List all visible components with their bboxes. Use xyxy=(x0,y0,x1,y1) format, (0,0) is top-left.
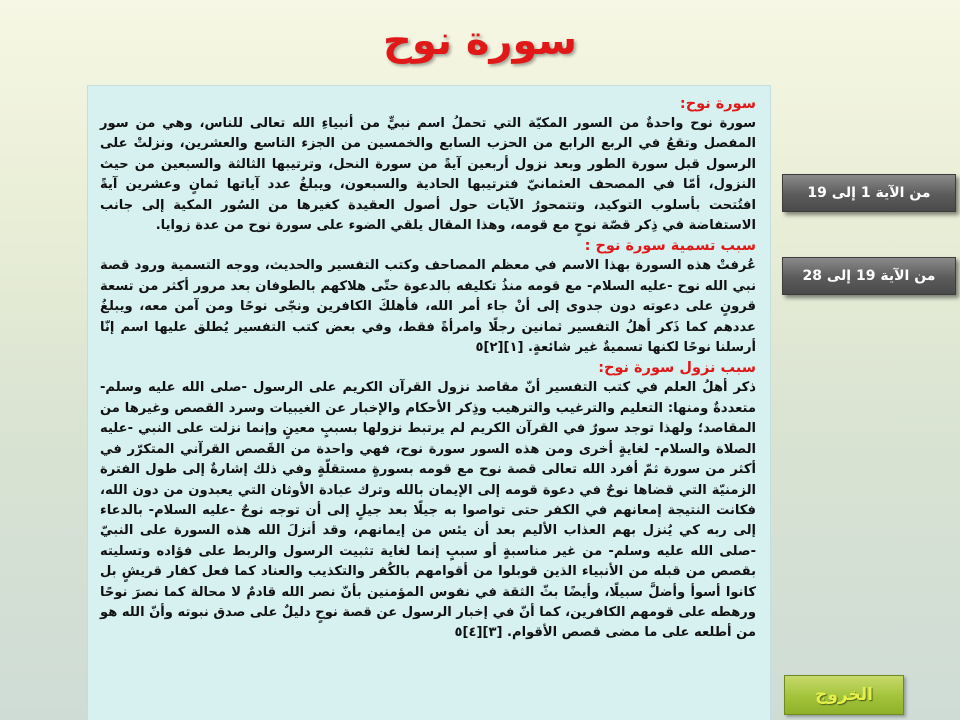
article-panel xyxy=(88,86,770,720)
section-heading-surah-nuh: سورة نوح: xyxy=(679,96,756,112)
section-heading-revelation: سبب نزول سورة نوح: xyxy=(598,360,756,377)
section-body-surah-nuh: سورة نوح واحدةٌ من السور المكيّة التي تحملُ اسم نبيٍّ من أنبياءِ الله تعالى للناس، وهي من سور المفصل وتقعُ في الربع الرابع من الحزب السابع والخمسين من الجزء التاسع والعشرين، ونزلتْ على الرسول قبل سورة الطور وبعد نزول أربعين آيةً من سورة النحل، وترتيبها الثالثة والسبعين من حيث النزول، أمّا في المصحف العثمانيّ فترتيبها الحادية والسبعون، ويبلغُ عدد آياتها ثمانٍ وعشرين آيةً افتُتحت بأسلوب التوكيد، وتتمحورُ الآيات حول أصول العقيدة كغيرها من السُور المكية إلى جانب الاستفاضة في ذِكر قصّة نوحٍ مع قومه، وهذا المقال يلقي الضوء على سورة نوح من عدة زوايا. xyxy=(100,116,756,234)
section-heading-naming: سبب تسمية سورة نوح : xyxy=(584,238,756,255)
ayat-1-19-button[interactable]: من الآية 1 إلى 19 xyxy=(782,174,956,212)
section-body-revelation: ذكر أهلُ العلم في كتب التفسير أنّ مقاصد نزول القرآن الكريم على الرسول -صلى الله عليه وسلم- متعددةٌ ومنها: التعليم والترغيب والترهيب وذِكر الأحكام والإخبار عن الغيبيات وسرد القصص وغيرها من المقاصد؛ ولهذا توجد سورٌ في القرآن الكريم لم يرتبط نزولها بسببٍ معينٍ وإنما نزلت على النبي -عليه الصلاة والسلام- لغايةٍ أخرى ومن هذه السور سورة نوح، فهي واحدة من القَصص القرآني المتكرّر في أكثر من سورة ثمّ أفرد الله تعالى قصة نوح مع قومه بسورةٍ مستقلّةٍ وفي ذلك إشارةٌ إلى طول الفترة الزمنيّة التي قضاها نوحٌ في دعوة قومه إلى الإيمان بالله وترك عبادة الأوثان التي يعبدون من دون الله، فكانت النتيجة إمعانهم في الكفر حتى تواصوا به جيلًا بعد جيلٍ إلى أن توجه نوحٌ -عليه السلام- بالدعاء إلى ربه كي يُنزل بهم العذاب الأليم بعد أن يئس من إيمانهم، وقد أنزلَ الله هذه السورة على النبيّ -صلى الله عليه وسلم- من غير مناسبةٍ أو سببٍ إنما لغاية تثبيت الرسول والربط على فؤاده وتسليته بقصص من قبله من الأنبياء الذين قوبلوا من أقوامهم بالكُفر والتكذيب والعناد كما فعل كفار قريشٍ بل كانوا أسوأ وأضلَّ سبيلًا، وأيضًا بثّ الثقة في نفوس المؤمنين بأنّ نصر الله قادمٌ لا محالة كما نصرَ نوحًا ورهطه على قومهم الكافرين، كما أنّ في إخبار الرسول عن قصة نوحٍ دليلٌ على صدق نبوته وأنّ الله هو من أطلعه على ما مضى قصص الأقوام. [٣][٤]٥ xyxy=(100,380,756,641)
exit-button[interactable]: الخروج xyxy=(784,675,904,715)
page-title: سورة نوح xyxy=(383,18,577,64)
section-body-naming: عُرفتْ هذه السورة بهذا الاسم في معظم المصاحف وكتب التفسير والحديث، ووجه التسمية ورود قصة نبي الله نوح -عليه السلام- مع قومه منذُ تكليفه بالدعوة حتّى هلاكهم بالطوفان بعد مرور أكثر من تسعة قرونٍ على دعوته دون جدوى إلى أنْ جاء أمر الله، فأهلكَ الكافرين ونجّى نوحًا ومن آمن معه، ويبلغُ عددهم كما ذَكر أهلُ التفسير ثمانين رجلًا وامرأةً فقط، وفي بعض كتب التفسير يُطلق عليها اسم إنّا أرسلنا نوحًا لكنها تسميةٌ غير شائعةٍ. [١][٢]٥ xyxy=(100,258,756,356)
ayat-19-28-button[interactable]: من الآية 19 إلى 28 xyxy=(782,257,956,295)
